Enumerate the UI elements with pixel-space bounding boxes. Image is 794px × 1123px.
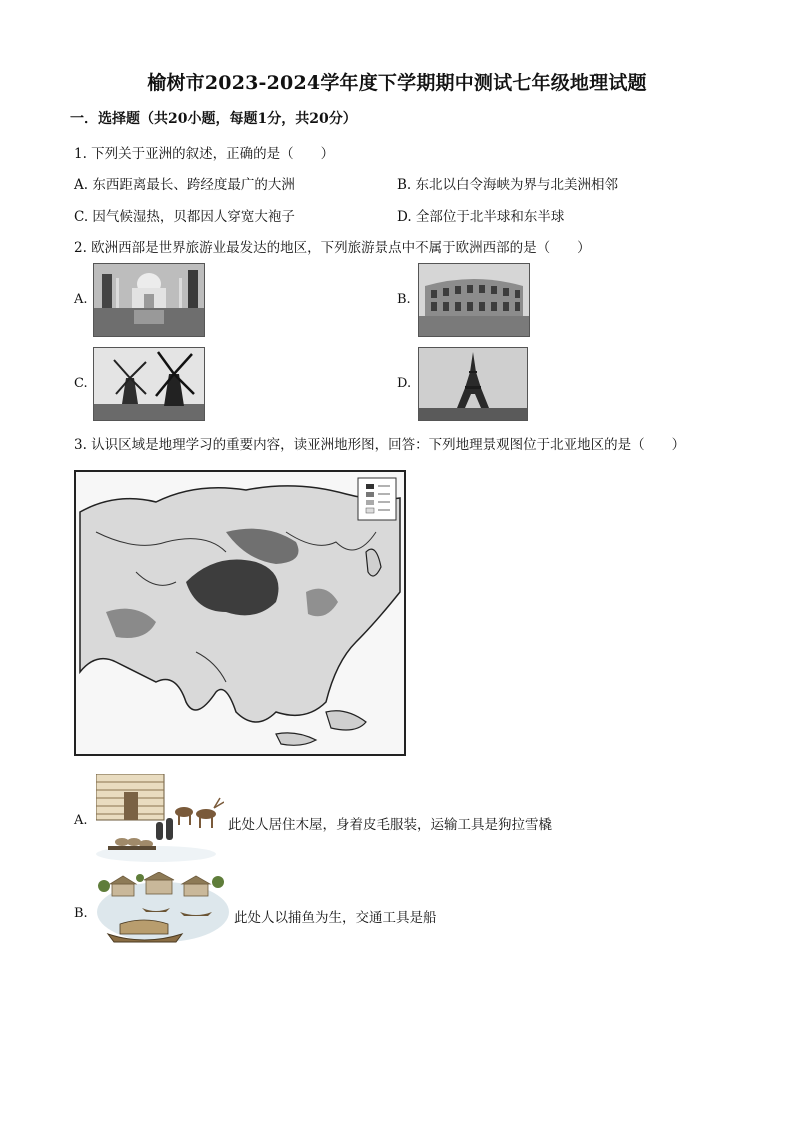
question-1-option-c: C. 因气候湿热，贝都因人穿宽大袍子 xyxy=(74,209,295,225)
question-2-option-a-label: A. xyxy=(74,292,88,307)
taj-mahal-photo xyxy=(93,263,205,337)
question-1-option-a: A. 东西距离最长、跨经度最广的大洲 xyxy=(74,177,295,193)
colosseum-photo xyxy=(418,263,530,337)
eiffel-tower-photo xyxy=(418,347,528,421)
fishing-village-illustration xyxy=(96,872,230,950)
wooden-house-sled-illustration xyxy=(96,774,224,864)
question-2-option-d-label: D. xyxy=(397,376,412,391)
question-1-option-d: D. 全部位于北半球和东半球 xyxy=(397,209,565,225)
question-2-option-b-label: B. xyxy=(397,292,411,307)
asia-topographic-map xyxy=(74,470,406,756)
question-3-option-b-text: 此处人以捕鱼为生，交通工具是船 xyxy=(234,910,437,926)
section-heading: 一．选择题（共20小题，每题1分，共20分） xyxy=(70,111,357,127)
question-3-stem: 3. 认识区域是地理学习的重要内容，读亚洲地形图，回答：下列地理景观图位于北亚地区的是（ ） xyxy=(74,437,686,453)
question-3-option-b-label: B. xyxy=(74,906,88,921)
question-1-stem: 1. 下列关于亚洲的叙述，正确的是（ ） xyxy=(74,146,335,162)
question-3-option-a-label: A. xyxy=(74,813,88,828)
question-2-stem: 2. 欧洲西部是世界旅游业最发达的地区，下列旅游景点中不属于欧洲西部的是（ ） xyxy=(74,240,591,256)
question-2-option-c-label: C. xyxy=(74,376,88,391)
question-1-option-b: B. 东北以白令海峡为界与北美洲相邻 xyxy=(397,177,619,193)
question-3-option-a-text: 此处人居住木屋，身着皮毛服装，运输工具是狗拉雪橇 xyxy=(228,817,552,833)
windmill-photo xyxy=(93,347,205,421)
page-title: 榆树市2023-2024学年度下学期期中测试七年级地理试题 xyxy=(147,72,647,94)
